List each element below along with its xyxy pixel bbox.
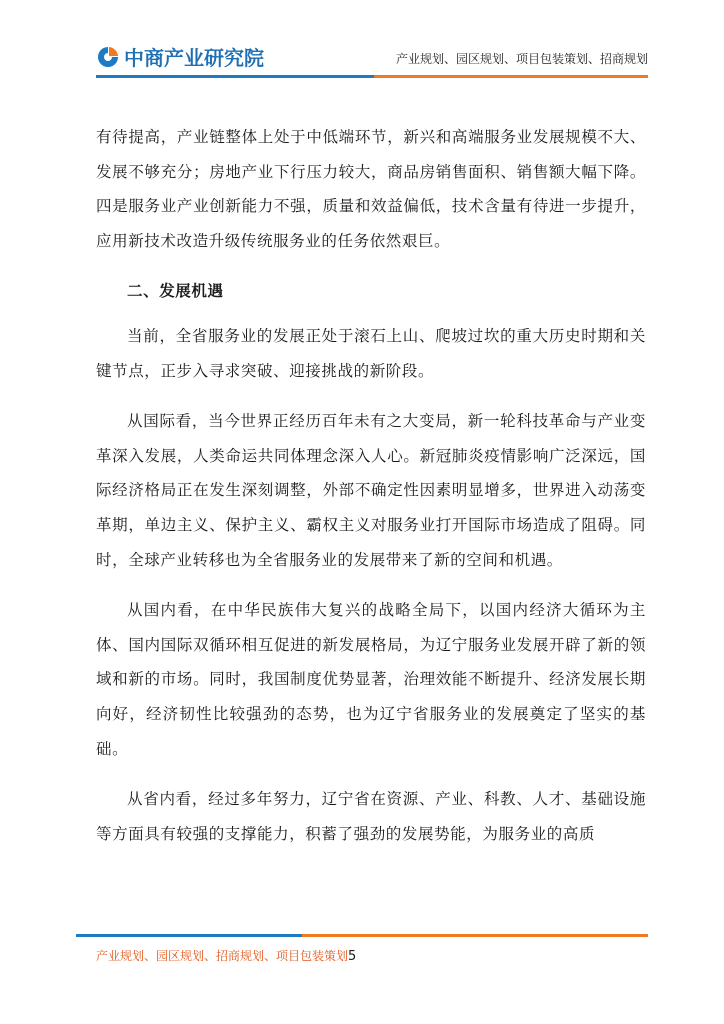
header-tagline: 产业规划、园区规划、项目包装策划、招商规划 bbox=[395, 52, 648, 66]
page-header bbox=[0, 0, 724, 84]
section-heading: 二、发展机遇 bbox=[127, 282, 224, 301]
logo-icon bbox=[96, 45, 120, 69]
page-number: 5 bbox=[348, 949, 357, 964]
header-divider-blue bbox=[96, 75, 374, 78]
logo-text: 中商产业研究院 bbox=[124, 46, 264, 70]
company-logo bbox=[96, 42, 264, 71]
paragraph-international: 从国际看，当今世界正经历百年未有之大变局，新一轮科技革命与产业变革深入发展，人类命运共同体理念深入人心。新冠肺炎疫情影响广泛深远，国际经济格局正在发生深刻调整，外部不确定性因素明显增多，世界进入动荡变革期，单边主义、保护主义、霸权主义对服务业打开国际市场造成了阻碍。同时，全球产业转移也为全省服务业的发展带来了新的空间和机遇。 bbox=[96, 412, 646, 569]
paragraph-domestic: 从国内看，在中华民族伟大复兴的战略全局下，以国内经济大循环为主体、国内国际双循环相互促进的新发展格局，为辽宁服务业发展开辟了新的领域和新的市场。同时，我国制度优势显著，治理效能不断提升、经济发展长期向好，经济韧性比较强劲的态势，也为辽宁省服务业的发展奠定了坚实的基础。 bbox=[96, 601, 646, 758]
footer-tagline: 产业规划、园区规划、招商规划、项目包装策划 bbox=[96, 949, 349, 963]
footer-divider-blue bbox=[76, 934, 302, 937]
paragraph-continued: 有待提高，产业链整体上处于中低端环节，新兴和高端服务业发展规模不大、发展不够充分；房地产业下行压力较大，商品房销售面积、销售额大幅下降。四是服务业产业创新能力不强，质量和效益偏低，技术含量有待进一步提升，应用新技术改造升级传统服务业的任务依然艰巨。 bbox=[96, 128, 646, 250]
footer-divider-orange bbox=[302, 934, 648, 937]
page-footer bbox=[96, 947, 356, 964]
paragraph-current-period: 当前，全省服务业的发展正处于滚石上山、爬坡过坎的重大历史时期和关键节点，正步入寻求突破、迎接挑战的新阶段。 bbox=[96, 326, 646, 380]
header-divider-orange bbox=[374, 75, 648, 78]
document-body bbox=[96, 120, 646, 867]
paragraph-provincial: 从省内看，经过多年努力，辽宁省在资源、产业、科教、人才、基础设施等方面具有较强的支撑能力，积蓄了强劲的发展势能，为服务业的高质 bbox=[96, 790, 646, 843]
